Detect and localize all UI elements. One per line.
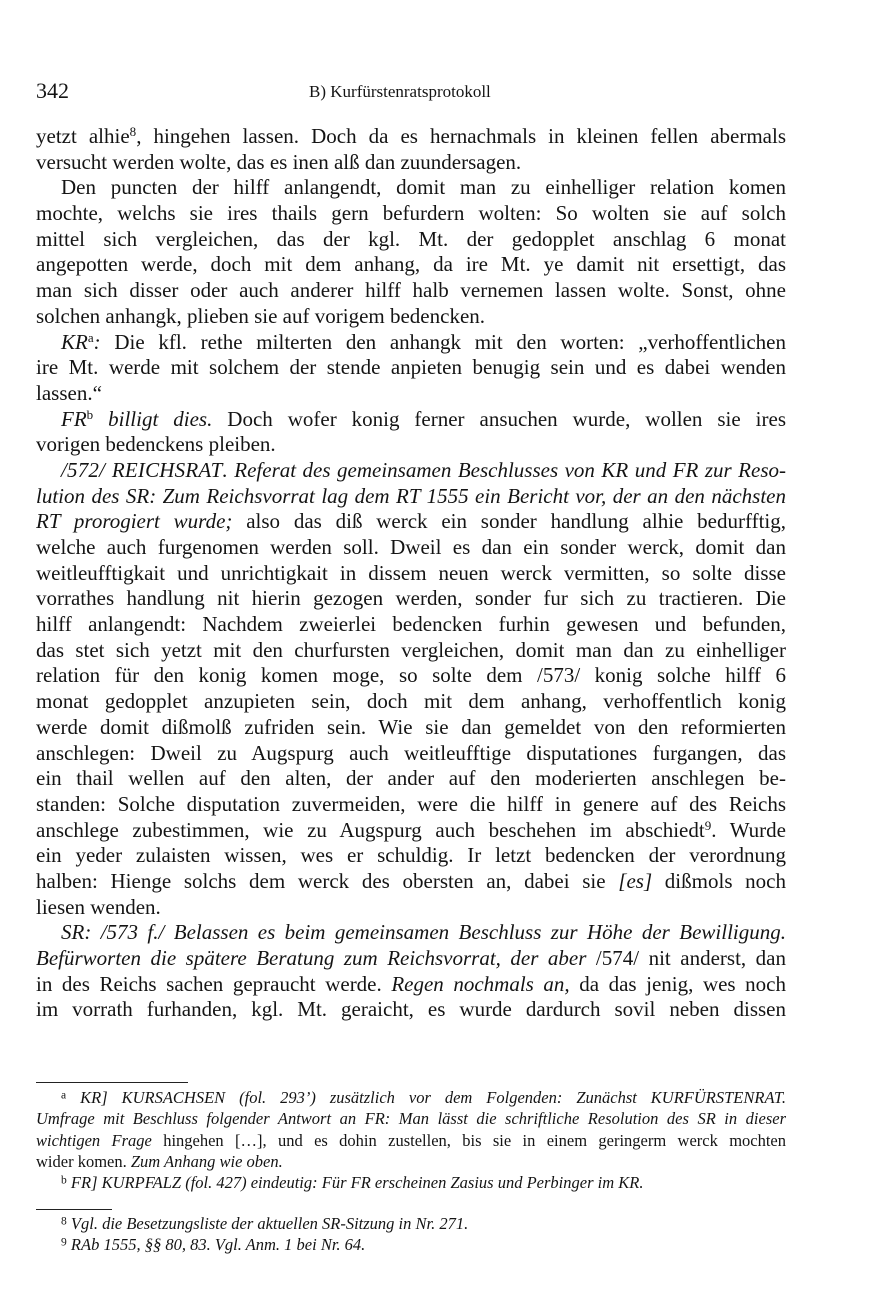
text-line: vorrathes handlung nit hierin gezogen werden, sonder fur sich zu tractieren. Die (36, 586, 786, 611)
text-line: hilff anlangendt: Nachdem zweierlei bedencken furhin gewesen und befunden, (36, 612, 786, 637)
text-line: mittel sich vergleichen, das der kgl. Mt. der gedopplet anschlag 6 monat (36, 226, 786, 251)
text-line: versucht werden wolte, das es inen alß dan zuundersagen. (36, 149, 522, 174)
footnotes (36, 1213, 786, 1256)
text-line: solchen anhangk, plieben sie auf vorigem bedencken. (36, 303, 486, 328)
editorial-insertion: [es] (618, 868, 653, 893)
text-line: monat gedopplet anzupieten sein, doch mit dem anhang, verhoffentlich konig (36, 689, 786, 714)
text-line: liesen wenden. (36, 894, 161, 919)
footnote-9: $^9$ RAb 1555, §§ 80, 83. Vgl. Anm. 1 bei Nr. 64. (61, 1235, 366, 1255)
running-head (36, 78, 786, 104)
text-line: halben: Hienge solchs dem werck des obersten an, dabei sie [es] dißmols noch (36, 868, 786, 893)
paragraph-start: SR: /573 f./ Belassen es beim gemeinsamen Beschluss zur Höhe der Bewilligung. (61, 920, 786, 945)
speaker-label: KR (61, 329, 88, 354)
critical-note-line: wichtigen Frage hingehen […], und es dohin zustellen, bis sie in einem geringerm werck mochten (36, 1130, 786, 1150)
critical-note-a: $^a$ KR] KURSACHSEN (fol. 293’) zusätzlich vor dem Folgenden: Zunächst KURFÜRSTENRAT. (61, 1088, 786, 1107)
text-line: welche auch furgenomen werden soll. Dweil es dan ein sonder werck, domit dan (36, 535, 786, 559)
running-head-title: B) Kurfürstenratsprotokoll (309, 82, 491, 101)
text-line: ein thail wellen auf den alten, der ander auf den moderierten anschlegen be- (36, 766, 786, 791)
text-line: lassen.“ (36, 380, 102, 405)
critical-notes (36, 1087, 786, 1193)
footnotes-rule (36, 1209, 112, 1210)
text-line: Befürworten die spätere Beratung zum Reichsvorrat, der aber /574/ nit anderst, dan (36, 946, 786, 970)
text-line: mochte, welchs sie ires thails gern befurdern wolten: So wolten sie auf solch (36, 201, 786, 226)
text-line: das stet sich yetzt mit den churfursten vergleichen, domit man dan zu einhelliger (36, 637, 786, 662)
text-line: anschlegen: Dweil zu Augspurg auch weitleufftige disputationes furgangen, das (36, 740, 786, 765)
text-line: angepotten werde, doch mit dem anhang, da ire Mt. ye damit nit ersettigt, das (36, 252, 786, 277)
text-line: lution des SR: Zum Reichsvorrat lag dem RT 1555 ein Bericht vor, der an den nächsten (36, 483, 786, 508)
page-number: 342 (36, 78, 69, 103)
text-line: ire Mt. werde mit solchem der stende anpieten benugig sein und es dabei wenden (36, 355, 786, 380)
footnote-8: $^8$ Vgl. die Besetzungsliste der aktuellen SR-Sitzung in Nr. 271. (61, 1214, 469, 1233)
critical-notes-rule (36, 1082, 188, 1083)
critical-note-line: wider komen. Zum Anhang wie oben. (36, 1151, 283, 1171)
paragraph-start: Den puncten der hilff anlangendt, domit man zu einhelliger relation komen (61, 175, 786, 200)
text-line: ein yeder zulaisten wissen, wes er schuldig. Ir letzt bedencken der verordnung (36, 843, 786, 868)
speaker-label: FR (61, 406, 87, 431)
paragraph-start: /572/ REICHSRAT. Referat des gemeinsamen Beschlusses von KR und FR zur Reso- (61, 457, 786, 482)
footnote-ref-9[interactable]: 9 (704, 817, 712, 833)
text-line: werde domit dißmolß zufriden sein. Wie sie dan gemeldet von den reformierten (36, 714, 786, 739)
text-line: man sich disser oder auch anderer hilff halb vernemen lassen wolte. Sonst, ohne (36, 278, 786, 303)
critical-note-ref-a[interactable]: a (87, 329, 94, 345)
text-line: relation für den konig komen moge, so solte dem /573/ konig solche hilff 6 (36, 663, 786, 688)
text-line: vorigen bedenckens pleiben. (36, 432, 276, 457)
text-line: weitleufftigkait und unrichtigkait in dissem neuen werck vermitten, so solte disse (36, 560, 786, 585)
main-text (36, 124, 786, 1023)
text-line: RT prorogiert wurde; also das diß werck ein sonder handlung alhie bedurfftig, (36, 509, 786, 534)
text-line: in des Reichs sachen gepraucht werde. Regen nochmals an, da das jenig, wes noch (36, 971, 786, 996)
text-line: yetzt alhie$^8$, hingehen lassen. Doch da es hernachmals in kleinen fellen abermals (36, 124, 786, 148)
critical-note-b: $^b$ FR] KURPFALZ (fol. 427) eindeutig: Für FR erscheinen Zasius und Perbinger im KR. (61, 1173, 644, 1193)
text-line: anschlege zubestimmen, wie zu Augspurg auch beschehen im abschiedt$^9$. Wurde (36, 817, 786, 842)
footnote-ref-8[interactable]: 8 (129, 124, 137, 139)
paragraph-start: $KR^a$: Die kfl. rethe milterten den anhangk mit den worten: „verhoffentlichen (61, 329, 786, 354)
paragraph-start: $FR^b$ billigt dies. Doch wofer konig ferner ansuchen wurde, wollen sie ires (61, 406, 786, 431)
folio-marker: /572/ REICHSRAT (61, 457, 223, 482)
critical-note-line: Umfrage mit Beschluss folgender Antwort an FR: Man lässt die schriftliche Resolution des SR in dieser (36, 1109, 786, 1129)
text-line: im vorrath furhanden, kgl. Mt. geraicht, es wurde dardurch sovil neben dissen (36, 997, 786, 1022)
critical-note-ref-b[interactable]: b (86, 406, 94, 422)
text-line: standen: Solche disputation zuvermeiden, were die hilff in genere auf des Reichs (36, 791, 786, 816)
